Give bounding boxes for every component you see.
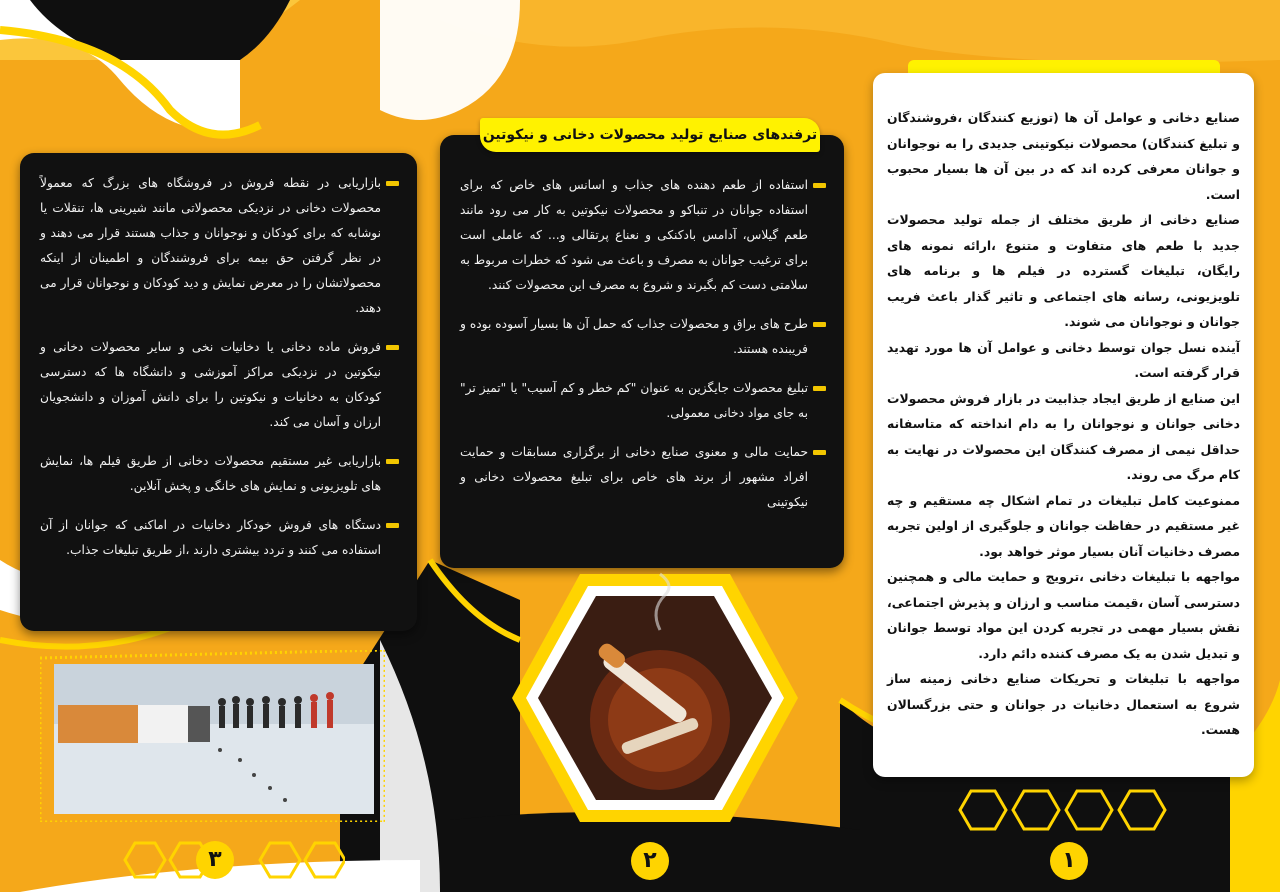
paragraph: مواجهه با تبلیغات دخانی ،ترویج و حمایت مالی و همچنین دسترسی آسان ،قیمت مناسب و ارزان و پذیرش اجتماعی، نقش بسیار مهمی در تجربه کردن این مواد توسط جوانان و تبدیل شدن به یک مصرف کننده دائم دارد.: [887, 569, 1240, 661]
list-item: حمایت مالی و معنوی صنایع دخانی از برگزاری مسابقات و حمایت افراد مشهور از برند های خاص برای تبلیغ محصولات دخانی و نیکوتینی: [460, 440, 826, 515]
list-item: استفاده از طعم دهنده های جذاب و اسانس های خاص که برای استفاده جوانان در تنباکو و محصولات نیکوتین به کار می رود مانند طعم گیلاس، آدامس بادکنکی و نعناع پرتقالی و... که عاملی است برای ترغیب جوانان به مصرف و باعث می شود که خطرات مربوط به سلامتی دست کم بگیرند و شروع به مصرف این محصولات کنند.: [460, 173, 826, 298]
list-item: فروش ماده دخانی یا دخانیات نخی و سایر محصولات دخانی و نیکوتین در نزدیکی مراکز آموزشی و دانشگاه ها که دسترسی کودکان به دخانیات و نیکوتین را برای دانش آموزان و دانشجویان ارزان و آسان می کند.: [40, 335, 399, 435]
list-item: بازاریابی در نقطه فروش در فروشگاه های بزرگ که معمولاً محصولات دخانی در نزدیکی محصولاتی مانند شیرینی ها، تنقلات یا نوشابه که برای کودکان و نوجوانان و جذاب هستند قرار می دهند و در نظر گرفتن حق بیمه برای فروشندگان و اطمینان از اینکه محصولاتشان را در معرض نمایش و دید کودکان و نوجوانان قرار می دهند.: [40, 171, 399, 321]
paragraph: صنایع دخانی از طریق مختلف از جمله تولید محصولات جدید با طعم های متفاوت و متنوع ،ارائه نمونه های رایگان، تبلیغات گسترده در فیلم ها و برنامه های تلویزیونی، رسانه های اجتماعی و تاثیر گذار باعث فریب جوانان و نوجوانان می شوند.: [887, 212, 1240, 329]
list-item: دستگاه های فروش خودکار دخانیات در اماکنی که جوانان از آن استفاده می کنند و تردد بیشتری دارند ،از طریق تبلیغات جذاب.: [40, 513, 399, 563]
paragraph: مواجهه با تبلیغات و تحریکات صنایع دخانی زمینه ساز شروع به استعمال دخانیات در جوانان و حتی بزرگسالان هست.: [887, 671, 1240, 737]
list-item: تبلیغ محصولات جایگزین به عنوان "کم خطر و کم آسیب" یا "تمیز تر" به جای مواد دخانی معمولی.: [460, 376, 826, 426]
page-number-2: ۲: [631, 842, 669, 880]
panel-right-white: [873, 73, 1254, 777]
paragraph: صنایع دخانی و عوامل آن ها (توزیع کنندگان ،فروشندگان و تبلیغ کنندگان) محصولات نیکوتینی جدیدی را به نوجوانان و جوانان معرفی کرده اند که در بین آن ها بسیار محبوب است.: [887, 110, 1240, 202]
section-title: ترفندهای صنایع تولید محصولات دخانی و نیکوتین: [480, 118, 820, 152]
panel-left-dark: [20, 153, 417, 631]
hexagon-row-right: [955, 783, 1185, 838]
page-number-3: ۳: [196, 841, 234, 879]
panel-middle-dark: [440, 135, 844, 568]
paragraph: این صنایع از طریق ایجاد جذابیت در بازار فروش محصولات دخانی جوانان و نوجوانان را به دام انداخته که متاسفانه حداقل نیمی از مصرف کنندگان این محصولات در نهایت به کام مرگ می روند.: [887, 390, 1240, 482]
paragraph: آینده نسل جوان توسط دخانی و عوامل آن ها مورد تهدید قرار گرفته است.: [887, 339, 1240, 380]
paragraph: ممنوعیت کامل تبلیغات در تمام اشکال چه مستقیم و چه غیر مستقیم در حفاظت جوانان و جلوگیری از اولین تجربه مصرف دخانیات آنان بسیار موثر خواهد بود.: [887, 492, 1240, 559]
list-item: طرح های براق و محصولات جذاب که حمل آن ها بسیار آسوده بوده و فریبنده هستند.: [460, 312, 826, 362]
list-item: بازاریابی غیر مستقیم محصولات دخانی از طریق فیلم ها، نمایش های تلویزیونی و نمایش های خانگی و پخش آنلاین.: [40, 449, 399, 499]
cigarette-people-image: [40, 650, 385, 822]
page-number-1: ۱: [1050, 842, 1088, 880]
ashtray-cigarettes-image: [510, 570, 800, 825]
